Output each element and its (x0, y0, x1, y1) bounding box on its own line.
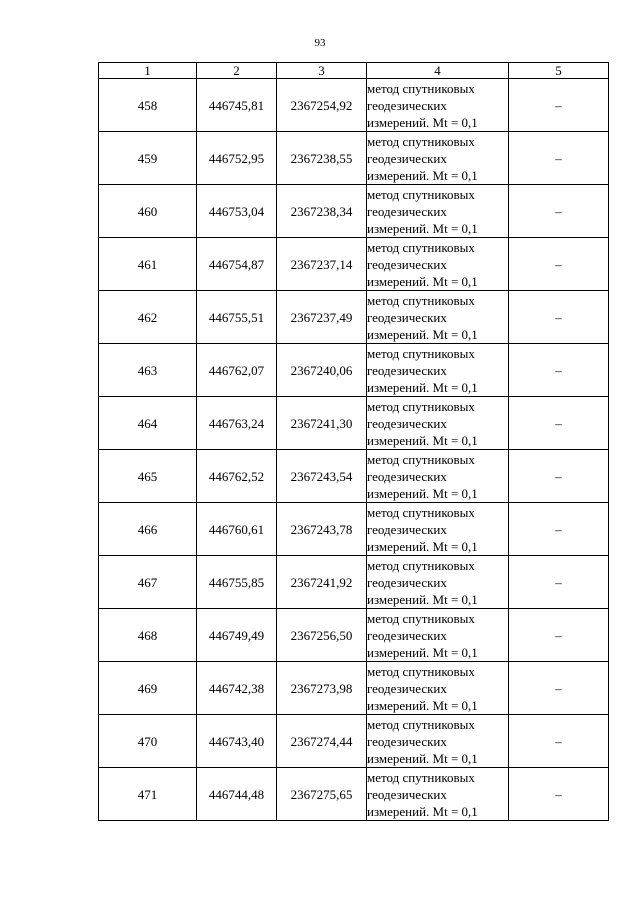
method-text-line: метод спутниковых (367, 557, 475, 573)
note-cell: – (509, 344, 609, 397)
x-coordinate-cell: 446762,52 (197, 450, 277, 503)
method-text-line: геодезических (367, 362, 447, 378)
y-coordinate-cell: 2367241,92 (277, 556, 367, 609)
method-text-line: геодезических (367, 203, 447, 219)
method-cell (367, 768, 509, 821)
point-number-cell: 466 (99, 503, 197, 556)
method-text-line: измерений. Mt = 0,1 (367, 114, 478, 130)
method-cell (367, 503, 509, 556)
page-number: 93 (314, 37, 326, 49)
x-coordinate-cell: 446755,85 (197, 556, 277, 609)
point-number-cell: 469 (99, 662, 197, 715)
method-text-line: метод спутниковых (367, 239, 475, 255)
note-cell: – (509, 662, 609, 715)
method-text-line: измерений. Mt = 0,1 (367, 697, 478, 713)
x-coordinate-cell: 446760,61 (197, 503, 277, 556)
y-coordinate-cell: 2367237,49 (277, 291, 367, 344)
method-text-line: измерений. Mt = 0,1 (367, 220, 478, 236)
method-text-line: измерений. Mt = 0,1 (367, 591, 478, 607)
header-col-2: 2 (197, 63, 277, 79)
x-coordinate-cell: 446754,87 (197, 238, 277, 291)
method-cell (367, 715, 509, 768)
y-coordinate-cell: 2367240,06 (277, 344, 367, 397)
table-row (99, 450, 609, 503)
method-cell (367, 291, 509, 344)
y-coordinate-cell: 2367238,55 (277, 132, 367, 185)
method-text-line: геодезических (367, 786, 447, 802)
method-text-line: геодезических (367, 521, 447, 537)
method-text-line: измерений. Mt = 0,1 (367, 538, 478, 554)
table-header-row (99, 63, 609, 79)
method-text-line: измерений. Mt = 0,1 (367, 432, 478, 448)
method-cell (367, 238, 509, 291)
method-text-line: геодезических (367, 733, 447, 749)
table-row (99, 291, 609, 344)
x-coordinate-cell: 446744,48 (197, 768, 277, 821)
table-row (99, 715, 609, 768)
point-number-cell: 462 (99, 291, 197, 344)
x-coordinate-cell: 446763,24 (197, 397, 277, 450)
y-coordinate-cell: 2367243,78 (277, 503, 367, 556)
method-text-line: измерений. Mt = 0,1 (367, 644, 478, 660)
note-cell: – (509, 397, 609, 450)
method-cell (367, 556, 509, 609)
method-text-line: метод спутниковых (367, 186, 475, 202)
header-col-5: 5 (509, 63, 609, 79)
y-coordinate-cell: 2367243,54 (277, 450, 367, 503)
method-text-line: измерений. Mt = 0,1 (367, 273, 478, 289)
y-coordinate-cell: 2367254,92 (277, 79, 367, 132)
method-cell (367, 450, 509, 503)
method-text-line: измерений. Mt = 0,1 (367, 485, 478, 501)
method-cell (367, 344, 509, 397)
method-text-line: метод спутниковых (367, 345, 475, 361)
point-number-cell: 465 (99, 450, 197, 503)
method-text-line: геодезических (367, 150, 447, 166)
header-col-3: 3 (277, 63, 367, 79)
y-coordinate-cell: 2367273,98 (277, 662, 367, 715)
x-coordinate-cell: 446743,40 (197, 715, 277, 768)
method-text-line: метод спутниковых (367, 769, 475, 785)
point-number-cell: 467 (99, 556, 197, 609)
table-row (99, 556, 609, 609)
table-row (99, 768, 609, 821)
note-cell: – (509, 132, 609, 185)
method-cell (367, 662, 509, 715)
method-cell (367, 79, 509, 132)
point-number-cell: 463 (99, 344, 197, 397)
header-col-1: 1 (99, 63, 197, 79)
table-row (99, 397, 609, 450)
x-coordinate-cell: 446752,95 (197, 132, 277, 185)
method-text-line: измерений. Mt = 0,1 (367, 750, 478, 766)
note-cell: – (509, 768, 609, 821)
method-text-line: геодезических (367, 97, 447, 113)
method-text-line: измерений. Mt = 0,1 (367, 803, 478, 819)
x-coordinate-cell: 446742,38 (197, 662, 277, 715)
point-number-cell: 471 (99, 768, 197, 821)
point-number-cell: 461 (99, 238, 197, 291)
point-number-cell: 470 (99, 715, 197, 768)
table-body (99, 79, 609, 821)
note-cell: – (509, 450, 609, 503)
method-text-line: метод спутниковых (367, 398, 475, 414)
method-text-line: геодезических (367, 415, 447, 431)
method-text-line: измерений. Mt = 0,1 (367, 167, 478, 183)
table-row (99, 79, 609, 132)
note-cell: – (509, 556, 609, 609)
method-text-line: метод спутниковых (367, 716, 475, 732)
x-coordinate-cell: 446745,81 (197, 79, 277, 132)
table-row (99, 344, 609, 397)
method-text-line: метод спутниковых (367, 610, 475, 626)
y-coordinate-cell: 2367237,14 (277, 238, 367, 291)
method-text-line: измерений. Mt = 0,1 (367, 326, 478, 342)
note-cell: – (509, 79, 609, 132)
y-coordinate-cell: 2367256,50 (277, 609, 367, 662)
table-row (99, 503, 609, 556)
method-text-line: метод спутниковых (367, 292, 475, 308)
header-col-4: 4 (367, 63, 509, 79)
table-row (99, 132, 609, 185)
note-cell: – (509, 715, 609, 768)
y-coordinate-cell: 2367238,34 (277, 185, 367, 238)
y-coordinate-cell: 2367241,30 (277, 397, 367, 450)
method-text-line: измерений. Mt = 0,1 (367, 379, 478, 395)
method-text-line: геодезических (367, 680, 447, 696)
point-number-cell: 458 (99, 79, 197, 132)
method-text-line: метод спутниковых (367, 80, 475, 96)
note-cell: – (509, 291, 609, 344)
method-text-line: геодезических (367, 627, 447, 643)
method-text-line: геодезических (367, 468, 447, 484)
x-coordinate-cell: 446749,49 (197, 609, 277, 662)
method-text-line: геодезических (367, 309, 447, 325)
x-coordinate-cell: 446753,04 (197, 185, 277, 238)
note-cell: – (509, 238, 609, 291)
note-cell: – (509, 609, 609, 662)
method-cell (367, 609, 509, 662)
note-cell: – (509, 503, 609, 556)
table-row (99, 662, 609, 715)
point-number-cell: 468 (99, 609, 197, 662)
x-coordinate-cell: 446762,07 (197, 344, 277, 397)
method-cell (367, 185, 509, 238)
method-text-line: метод спутниковых (367, 451, 475, 467)
method-cell (367, 132, 509, 185)
point-number-cell: 464 (99, 397, 197, 450)
method-text-line: геодезических (367, 574, 447, 590)
method-text-line: метод спутниковых (367, 504, 475, 520)
table-row (99, 185, 609, 238)
y-coordinate-cell: 2367275,65 (277, 768, 367, 821)
note-cell: – (509, 185, 609, 238)
method-text-line: метод спутниковых (367, 663, 475, 679)
table-row (99, 609, 609, 662)
point-number-cell: 460 (99, 185, 197, 238)
x-coordinate-cell: 446755,51 (197, 291, 277, 344)
method-text-line: метод спутниковых (367, 133, 475, 149)
table-row (99, 238, 609, 291)
method-cell (367, 397, 509, 450)
y-coordinate-cell: 2367274,44 (277, 715, 367, 768)
point-number-cell: 459 (99, 132, 197, 185)
method-text-line: геодезических (367, 256, 447, 272)
coordinates-table (98, 62, 609, 821)
